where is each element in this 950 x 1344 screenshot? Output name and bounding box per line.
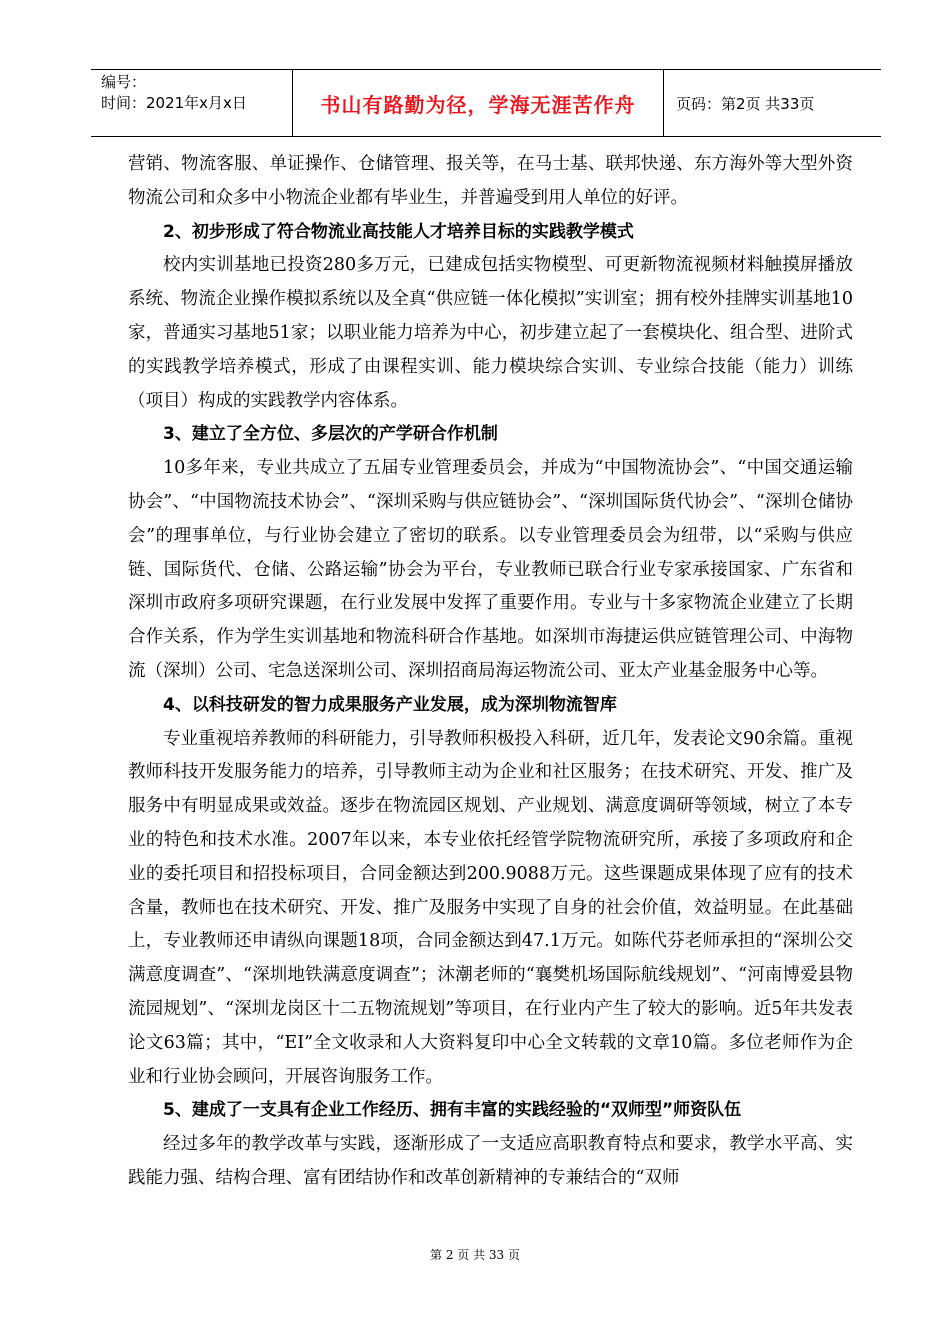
document-body [128,148,853,1196]
section-heading: 2、初步形成了符合物流业高技能人才培养目标的实践教学模式 [163,221,634,242]
section-heading: 3、建立了全方位、多层次的产学研合作机制 [163,424,498,445]
motto: 书山有路勤为径，学海无涯苦作舟 [320,92,636,117]
paragraph: 专业重视培养教师的科研能力，引导教师积极投入科研，近几年，发表论文90余篇。重视教师科技开发服务能力的培养，引导教师主动为企业和社区服务；在技术研究、开发、推广及服务中有明显成果或效益。逐步在物流园区规划、产业规划、满意度调研等领域，树立了本专业的特色和技术水准。2007年以来，本专业依托经管学院物流研究所，承接了多项政府和企业的委托项目和招投标项目，合同金额达到200.9088万元。这些课题成果体现了应有的技术含量，教师也在技术研究、开发、推广及服务中实现了自身的社会价值，效益明显。在此基础上，专业教师还申请纵向课题18项，合同金额达到47.1万元。如陈代芬老师承担的“深圳公交满意度调查”、“深圳地铁满意度调查”；沐潮老师的“襄樊机场国际航线规划”、“河南博爱县物流园规划”、“深圳龙岗区十二五物流规划”等项目，在行业内产生了较大的影响。近5年共发表论文63篇；其中，“EI”全文收录和人大资料复印中心全文转载的文章10篇。多位老师作为企业和行业协会顾问，开展咨询服务工作。 [128,728,853,1087]
page-footer [0,1246,950,1263]
paragraph: 校内实训基地已投资280多万元，已建成包括实物模型、可更新物流视频材料触摸屏播放系统、物流企业操作模拟系统以及全真“供应链一体化模拟”实训室；拥有校外挂牌实训基地10家，普通实习基地51家；以职业能力培养为中心，初步建立起了一套模块化、组合型、进阶式的实践教学培养模式，形成了由课程实训、能力模块综合实训、专业综合技能（能力）训练（项目）构成的实践教学内容体系。 [128,255,853,411]
page-code: 页码：第2页 共33页 [676,94,815,113]
paragraph: 10多年来，专业共成立了五届专业管理委员会，并成为“中国物流协会”、“中国交通运输协会”、“中国物流技术协会”、“深圳采购与供应链协会”、“深圳国际货代协会”、“深圳仓储协会”的理事单位，与行业协会建立了密切的联系。以专业管理委员会为纽带，以“采购与供应链、国际货代、仓储、公路运输”协会为平台，专业教师已联合行业专家承接国家、广东省和深圳市政府多项研究课题，在行业发展中发挥了重要作用。专业与十多家物流企业建立了长期合作关系，作为学生实训基地和物流科研合作基地。如深圳市海捷运供应链管理公司、中海物流（深圳）公司、宅急送深圳公司、深圳招商局海运物流公司、亚太产业基金服务中心等。 [128,458,853,681]
header-page-code-cell [664,70,881,136]
section-heading: 5、建成了一支具有企业工作经历、拥有丰富的实践经验的“双师型”师资队伍 [163,1100,742,1121]
header-meta [91,70,293,136]
serial-label: 编号： [101,73,147,91]
header-motto-cell [293,70,664,136]
page-number: 第 2 页 共 33 页 [430,1248,520,1262]
time-label: 时间：2021年x月x日 [101,94,247,112]
page-header [91,69,881,137]
paragraph: 营销、物流客服、单证操作、仓储管理、报关等，在马士基、联邦快递、东方海外等大型外资物流公司和众多中小物流企业都有毕业生，并普遍受到用人单位的好评。 [128,154,853,208]
section-heading: 4、以科技研发的智力成果服务产业发展，成为深圳物流智库 [163,694,617,715]
paragraph: 经过多年的教学改革与实践，逐渐形成了一支适应高职教育特点和要求，教学水平高、实践能力强、结构合理、富有团结协作和改革创新精神的专兼结合的“双师 [128,1134,853,1188]
